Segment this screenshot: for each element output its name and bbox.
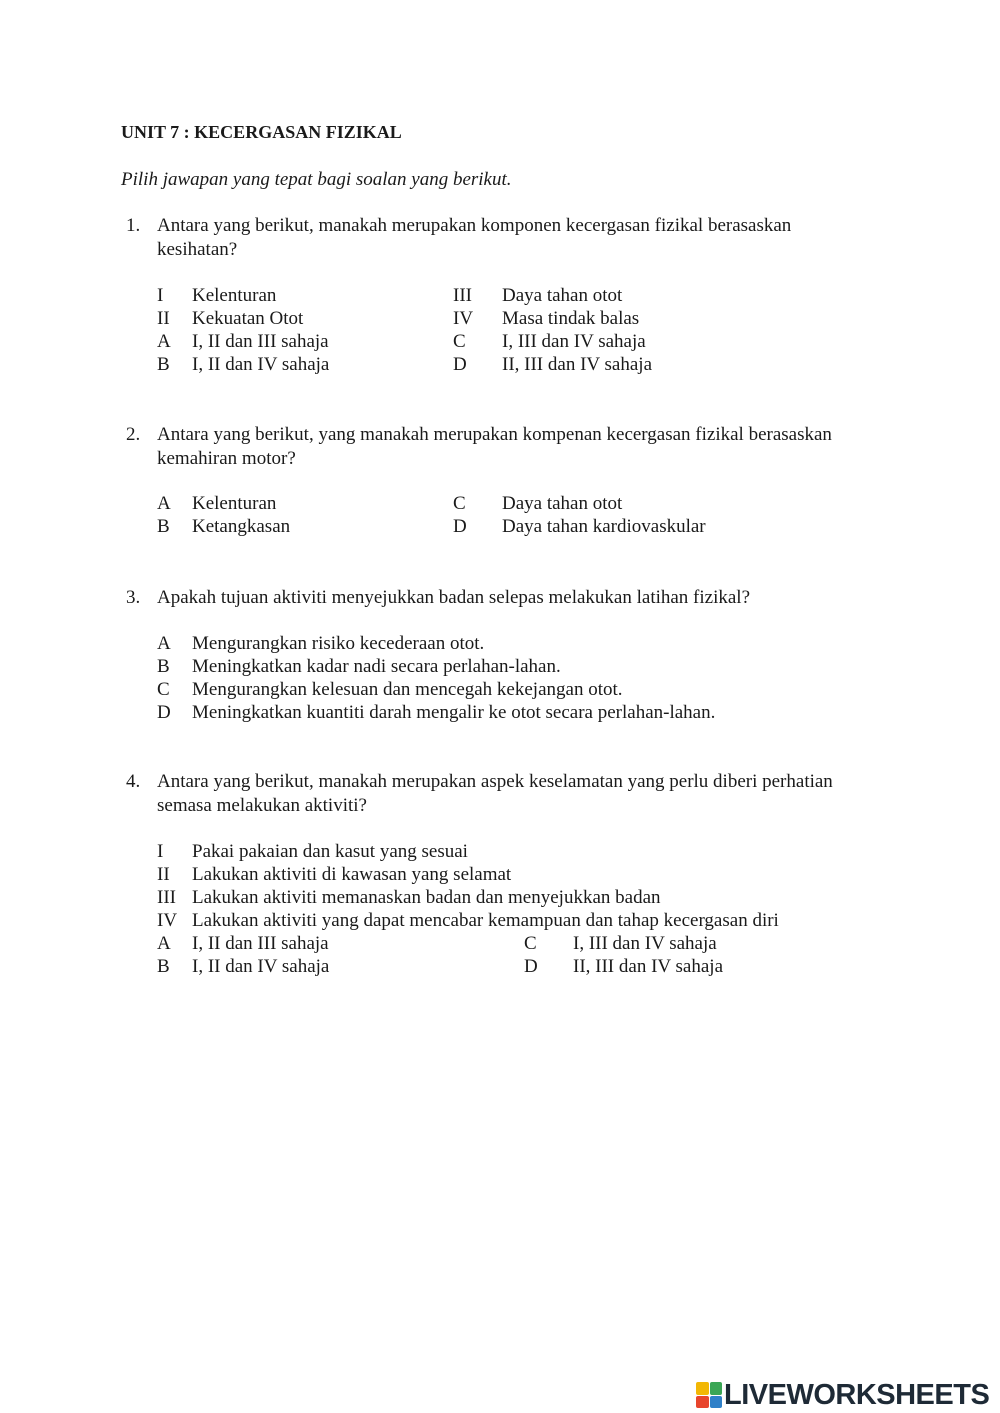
item-label: II [157, 308, 170, 329]
question-number: 4. [126, 771, 141, 792]
option-label: C [524, 933, 537, 954]
question-text: kesihatan? [157, 239, 238, 260]
item-text: Lakukan aktiviti di kawasan yang selamat [192, 864, 512, 885]
option-text: I, II dan IV sahaja [192, 956, 330, 977]
logo-square [696, 1396, 709, 1409]
question-text: Apakah tujuan aktiviti menyejukkan badan selepas melakukan latihan fizikal? [157, 587, 751, 608]
logo-text: LIVEWORKSHEETS [724, 1378, 990, 1411]
logo-square [696, 1382, 709, 1395]
option-text: Daya tahan kardiovaskular [502, 516, 706, 537]
option-text: Meningkatkan kuantiti darah mengalir ke otot secara perlahan-lahan. [192, 702, 716, 723]
option-text: Kelenturan [192, 493, 277, 514]
option-label: C [157, 679, 170, 700]
item-text: Kekuatan Otot [192, 308, 304, 329]
logo-square [710, 1396, 723, 1409]
item-label: IV [453, 308, 474, 329]
item-label: I [157, 285, 164, 306]
option-text: Daya tahan otot [502, 493, 623, 514]
option-text: Mengurangkan kelesuan dan mencegah kekejangan otot. [192, 679, 623, 700]
page-title: UNIT 7 : KECERGASAN FIZIKAL [121, 122, 402, 142]
option-label: A [157, 493, 171, 514]
option-text: I, III dan IV sahaja [573, 933, 717, 954]
option-label: D [453, 354, 467, 375]
option-text: I, II dan III sahaja [192, 933, 329, 954]
question-number: 1. [126, 215, 141, 236]
item-label: IV [157, 910, 178, 931]
option-label: D [524, 956, 538, 977]
option-label: A [157, 933, 171, 954]
option-label: C [453, 493, 466, 514]
question-text: Antara yang berikut, manakah merupakan aspek keselamatan yang perlu diberi perhatian [157, 771, 833, 792]
item-text: Kelenturan [192, 285, 277, 306]
option-text: Ketangkasan [192, 516, 291, 537]
question-text: semasa melakukan aktiviti? [157, 795, 367, 816]
item-text: Lakukan aktiviti memanaskan badan dan menyejukkan badan [192, 887, 661, 908]
option-label: B [157, 956, 170, 977]
item-label: III [157, 887, 176, 908]
option-label: B [157, 516, 170, 537]
item-text: Pakai pakaian dan kasut yang sesuai [192, 841, 468, 862]
item-text: Masa tindak balas [502, 308, 640, 329]
liveworksheets-logo [696, 1378, 990, 1411]
option-text: I, II dan III sahaja [192, 331, 329, 352]
option-text: Mengurangkan risiko kecederaan otot. [192, 633, 485, 654]
instruction-text: Pilih jawapan yang tepat bagi soalan yang berikut. [121, 169, 512, 190]
item-text: Daya tahan otot [502, 285, 623, 306]
option-text: II, III dan IV sahaja [502, 354, 652, 375]
option-label: C [453, 331, 466, 352]
item-text: Lakukan aktiviti yang dapat mencabar kemampuan dan tahap kecergasan diri [192, 910, 779, 931]
option-label: D [453, 516, 467, 537]
option-text: II, III dan IV sahaja [573, 956, 723, 977]
option-label: A [157, 633, 171, 654]
option-text: I, II dan IV sahaja [192, 354, 330, 375]
question-text: Antara yang berikut, manakah merupakan komponen kecergasan fizikal berasaskan [157, 215, 792, 236]
question-number: 3. [126, 587, 141, 608]
option-text: I, III dan IV sahaja [502, 331, 646, 352]
logo-square [710, 1382, 723, 1395]
item-label: III [453, 285, 472, 306]
option-label: A [157, 331, 171, 352]
option-label: B [157, 354, 170, 375]
item-label: I [157, 841, 164, 862]
option-label: D [157, 702, 171, 723]
option-text: Meningkatkan kadar nadi secara perlahan-lahan. [192, 656, 561, 677]
item-label: II [157, 864, 170, 885]
option-label: B [157, 656, 170, 677]
liveworksheets-logo-icon [696, 1382, 722, 1408]
question-text: Antara yang berikut, yang manakah merupakan kompenan kecergasan fizikal berasaskan [157, 424, 832, 445]
question-text: kemahiran motor? [157, 448, 296, 469]
question-number: 2. [126, 424, 141, 445]
